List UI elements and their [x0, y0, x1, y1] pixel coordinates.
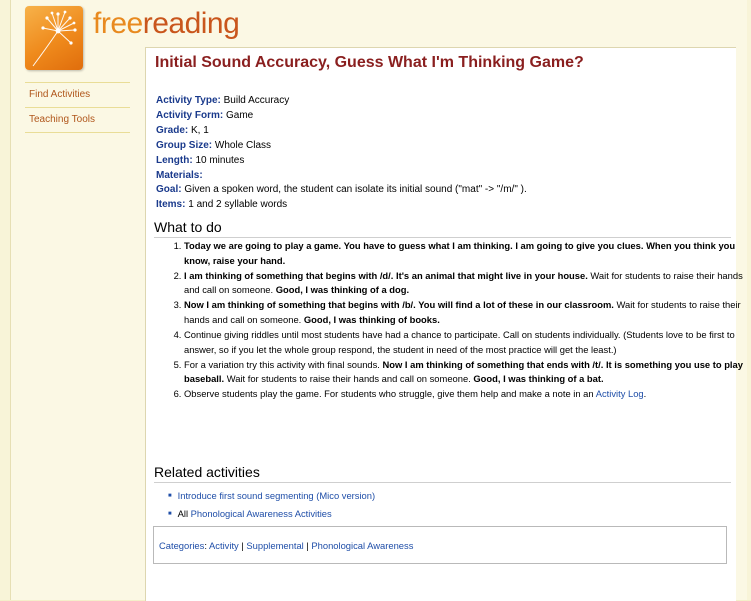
meta-row-length: Length: 10 minutes: [156, 154, 245, 166]
dandelion-icon: [25, 6, 83, 70]
site-logo-text[interactable]: [93, 7, 239, 41]
category-supplemental[interactable]: Supplemental: [246, 540, 304, 551]
related-link-phonological-awareness[interactable]: Phonological Awareness Activities: [190, 508, 332, 519]
list-item: 6. Observe students play the game. For students who struggle, give them help and make a note in an Activity Log.: [184, 387, 751, 402]
steps-list: [156, 239, 751, 403]
sidebar-item-find-activities[interactable]: Find Activities: [25, 82, 130, 107]
logo-reading: reading: [142, 7, 240, 40]
meta-row-materials: Materials:: [156, 169, 203, 181]
list-item: 2. I am thinking of something that begins with /d/. It's an animal that might live in your house. Wait for students to raise their hands and call on someone. Good, I was thinking of a dog.: [184, 269, 751, 298]
activity-metadata: [156, 94, 527, 213]
meta-row-goal: Goal: Given a spoken word, the student can isolate its initial sound ("mat" -> "/m/" ).: [156, 184, 527, 196]
sidebar: [25, 82, 130, 133]
list-item: 3. Now I am thinking of something that begins with /b/. You will find a lot of these in our classroom. Wait for students to raise their hands and call on someone. Good, I was thinking of books.: [184, 298, 751, 327]
page-edge: [0, 0, 11, 600]
categories-link[interactable]: Categories: [159, 540, 205, 551]
dandelion-logo-icon[interactable]: [25, 6, 83, 70]
meta-row-group-size: Group Size: Whole Class: [156, 139, 272, 151]
related-link-first-sound-segmenting[interactable]: Introduce first sound segmenting (Mico version): [177, 490, 376, 501]
related-activities-heading: Related activities: [154, 464, 731, 483]
list-item: 1. Today we are going to play a game. You have to guess what I am thinking. I am going to give you clues. When you think you know, raise your hand.: [184, 239, 751, 268]
what-to-do-heading: What to do: [154, 219, 731, 238]
list-item: 5. For a variation try this activity with final sounds. Now I am thinking of something that ends with /t/. It is something you use to play baseball. Wait for students to raise their hands and call on someone. Good, I was thinking of a bat.: [184, 358, 751, 387]
meta-row-items: Items: 1 and 2 syllable words: [156, 199, 288, 211]
meta-row-grade: Grade: K, 1: [156, 124, 209, 136]
page-title: Initial Sound Accuracy, Guess What I'm Thinking Game?: [155, 54, 584, 71]
list-item: 4. Continue giving riddles until most students have had a chance to participate. Call on students individually. (Students love to be first to answer, so if you let the whole group respond, the student in need of the most practice will get the least.): [184, 328, 751, 357]
category-activity[interactable]: Activity: [209, 540, 239, 551]
activity-log-link[interactable]: Activity Log: [595, 388, 644, 400]
meta-row-activity-form: Activity Form: Game: [156, 109, 254, 121]
main-content: [145, 47, 743, 601]
sidebar-item-teaching-tools[interactable]: Teaching Tools: [25, 107, 130, 133]
logo-free: free: [93, 7, 143, 40]
category-phonological-awareness[interactable]: Phonological Awareness: [311, 540, 414, 551]
meta-row-activity-type: Activity Type: Build Accuracy: [156, 95, 290, 106]
list-item: [168, 488, 375, 506]
list-item: ■ All Phonological Awareness Activities: [168, 506, 375, 524]
categories-box: Categories: Activity | Supplemental | Phonological Awareness: [153, 526, 727, 564]
related-activities-list: [156, 488, 375, 524]
